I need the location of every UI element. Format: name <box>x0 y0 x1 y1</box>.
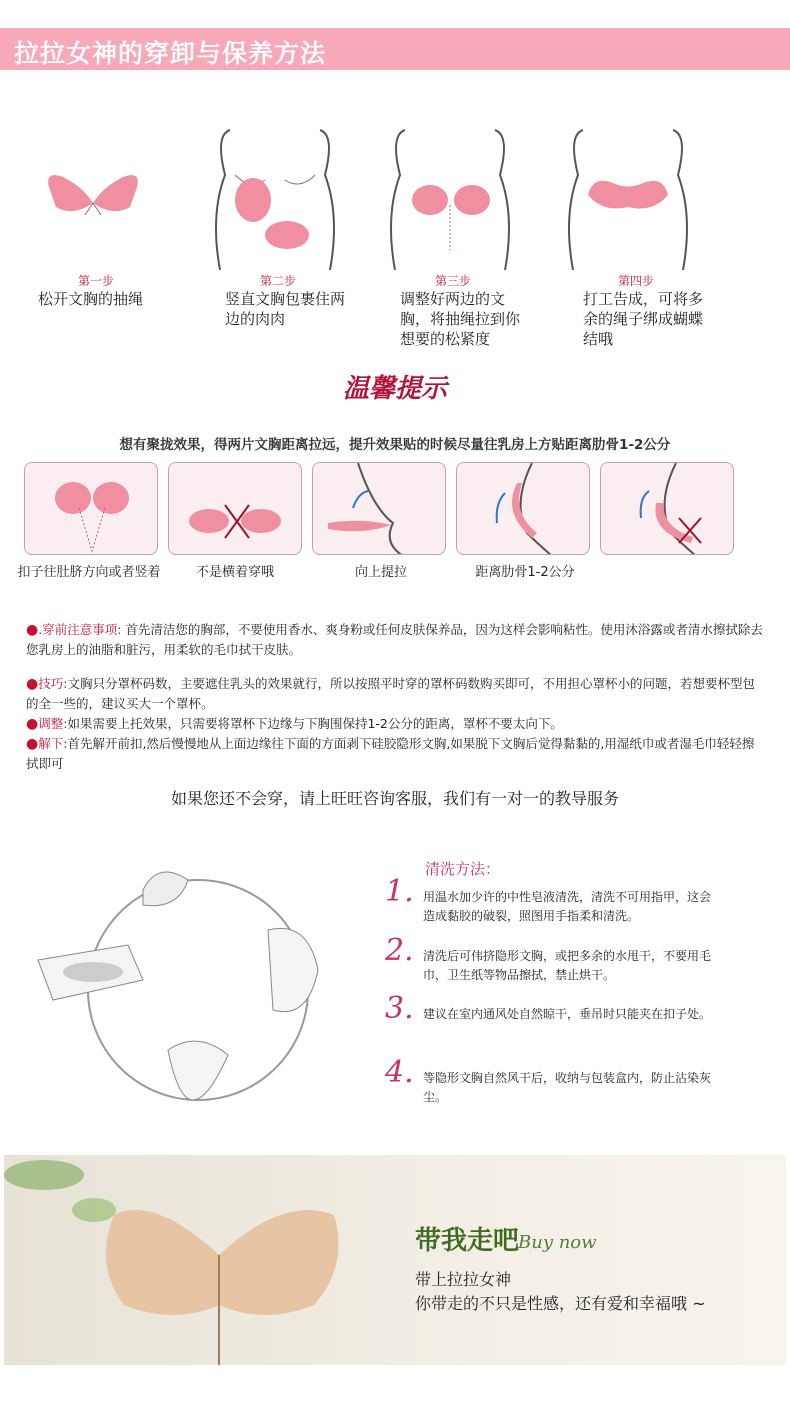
step-label: 第三步 <box>435 274 472 288</box>
note-item: ●调整:如果需要上托效果，只需要将罩杯下边缘与下胸围保持1-2公分的距离，罩杯不要太向下。 <box>26 716 563 732</box>
arrow-up-icon <box>641 491 649 518</box>
step-4 <box>558 95 708 349</box>
note-key: 解下: <box>38 736 68 751</box>
note-item: ●解下:首先解开前扣,然后慢慢地从上面边缘往下面的方面剥下硅胶隐形文胸,如果脱下文胸后觉得黏黏的,用湿纸巾或者湿毛巾轻轻擦拭即可 <box>26 736 755 771</box>
torso-illustration <box>205 95 345 270</box>
step-desc: 调整好两边的文胸，将抽绳拉到你想要的松紧度 <box>400 290 521 348</box>
note-key: .穿前注意事项: <box>38 622 122 637</box>
banner-line2: 你带走的不只是性感，还有爱和幸福哦 ~ <box>415 1294 706 1313</box>
note-text: 如果需要上托效果，只需要将罩杯下边缘与下胸围保持1-2公分的距离，罩杯不要太向下。 <box>67 716 563 731</box>
wash-item: 1. 用温水加少许的中性皂液清洗，清洗不可用指甲，这会造成黏胶的破裂，照图用手指柔和清洗。 <box>385 874 712 923</box>
torso-illustration <box>558 95 698 270</box>
note-key: 技巧: <box>38 676 68 691</box>
step-2 <box>205 95 355 329</box>
bra-illustration <box>38 95 148 270</box>
page-header <box>0 28 790 70</box>
note-text: 文胸只分罩杯码数，主要遮住乳头的效果就行，所以按照平时穿的罩杯码数购买即可，不用担心罩杯小的问题，若想要杯型包的全一些的，建议买大一个罩杯。 <box>26 676 755 711</box>
banner-title-en: Buy now <box>518 1232 597 1253</box>
arrow-up-icon <box>353 491 368 508</box>
tip-caption: 不是横着穿哦 <box>195 565 274 580</box>
torso-illustration <box>380 95 520 270</box>
service-line: 如果您还不会穿，请上旺旺咨询客服，我们有一对一的教导服务 <box>170 789 619 808</box>
tips-line: 想有聚拢效果，得两片文胸距离拉远，提升效果贴的时候尽量往乳房上方贴距离肋骨1-2公分 <box>119 437 671 453</box>
wash-item: 4. 等隐形文胸自然风干后，收纳与包装盒内，防止沾染灰尘。 <box>385 1055 712 1104</box>
note-item: ●技巧:文胸只分罩杯码数，主要遮住乳头的效果就行，所以按照平时穿的罩杯码数购买即可，不用担心罩杯小的问题，若想要杯型包的全一些的，建议买大一个罩杯。 <box>26 676 755 711</box>
wash-title: 清洗方法： <box>425 860 501 878</box>
arrow-up-icon <box>497 493 505 523</box>
wash-item: 3. 建议在室内通风处自然晾干，垂吊时只能夹在扣子处。 <box>385 991 712 1026</box>
note-text: 首先解开前扣,然后慢慢地从上面边缘往下面的方面剥下硅胶隐形文胸,如果脱下文胸后觉得黏黏的,用湿纸巾或者湿毛巾轻轻擦拭即可 <box>26 736 755 771</box>
step-3 <box>380 95 530 349</box>
banner-title: 带我走吧 <box>415 1226 520 1256</box>
step-desc: 竖直文胸包裹住两边的肉肉 <box>225 290 346 328</box>
buy-now-banner[interactable] <box>4 1155 786 1365</box>
note-item: ●.穿前注意事项: 首先清洁您的胸部，不要使用香水、爽身粉或任何皮肤保养品，因为这样会影响粘性。使用沐浴露或者清水擦拭除去您乳房上的油脂和脏污，用柔软的毛巾拭干皮肤。 <box>26 622 763 657</box>
notes <box>26 620 766 780</box>
tip-image-5 <box>600 462 734 555</box>
tip-image-2 <box>168 462 302 555</box>
tip-caption: 扣子往肚脐方向或者竖着 <box>17 565 161 580</box>
tip-caption: 距离肋骨1-2公分 <box>475 565 575 580</box>
tip-image-3 <box>312 462 446 555</box>
tips-title: 温馨提示 <box>342 374 447 404</box>
note-text: 首先清洁您的胸部，不要使用香水、爽身粉或任何皮肤保养品，因为这样会影响粘性。使用沐浴露或者清水擦拭除去您乳房上的油脂和脏污，用柔软的毛巾拭干皮肤。 <box>26 622 763 657</box>
step-label: 第二步 <box>260 274 297 288</box>
banner-line1: 带上拉拉女神 <box>415 1270 512 1289</box>
wash-item: 2. 清洗后可伟挤隐形文胸，或把多余的水甩干，不要用毛巾，卫生纸等物品擦拭，禁止烘干。 <box>385 933 712 982</box>
tip-caption: 向上提拉 <box>354 565 407 580</box>
page-title: 拉拉女神的穿卸与保养方法 <box>14 39 327 68</box>
step-desc: 打工告成，可将多余的绳子绑成蝴蝶结哦 <box>583 290 704 348</box>
note-key: 调整: <box>38 716 68 731</box>
tip-image-4 <box>456 462 590 555</box>
banner-text <box>415 1268 706 1316</box>
product-image <box>4 1155 404 1365</box>
step-desc: 松开文胸的抽绳 <box>38 290 144 308</box>
step-1 <box>38 95 208 309</box>
tip-image-1 <box>24 462 158 555</box>
step-label: 第一步 <box>78 274 115 288</box>
step-label: 第四步 <box>618 274 655 288</box>
